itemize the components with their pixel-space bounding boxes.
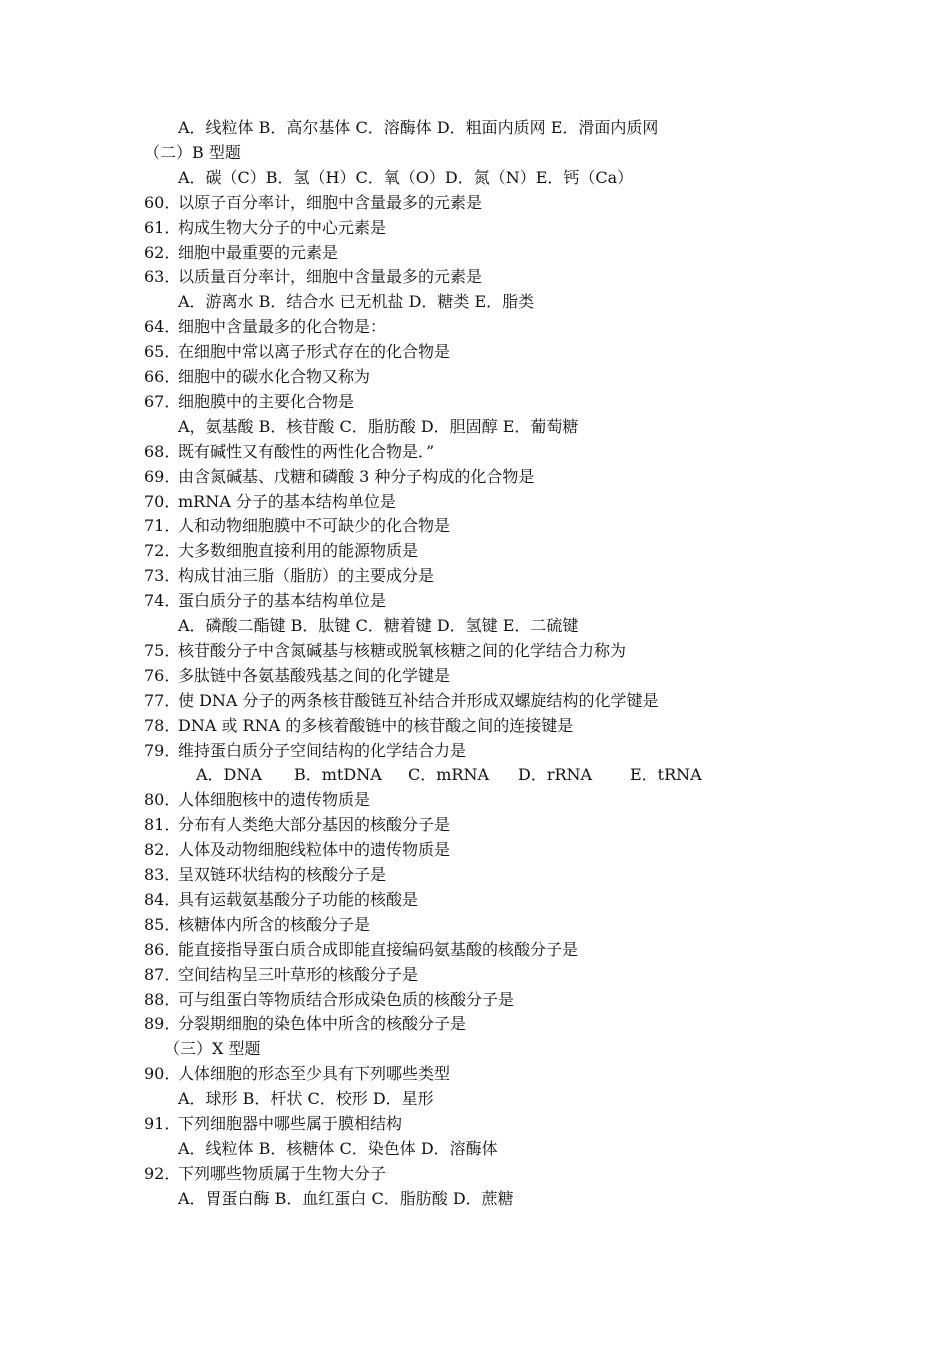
question-number: 90． bbox=[144, 1064, 181, 1084]
question-line bbox=[144, 1064, 450, 1084]
question-number: 66． bbox=[144, 367, 181, 386]
answer-options-line: A．线粒体 B．核糖体 C．染色体 D．溶酶体 bbox=[178, 1138, 498, 1158]
section-heading: （二）B 型题 bbox=[144, 142, 241, 162]
question-line bbox=[144, 840, 450, 860]
question-text: 构成生物大分子的中心元素是 bbox=[178, 217, 387, 237]
question-number: 84． bbox=[144, 889, 181, 909]
question-number: 75． bbox=[144, 640, 181, 660]
question-number: 67． bbox=[144, 391, 181, 411]
answer-options-line: A．线粒体 B．高尔基体 C．溶酶体 D．粗面内质网 E．滑面内质网 bbox=[178, 118, 659, 137]
question-line bbox=[144, 267, 482, 287]
question-number: 80． bbox=[144, 790, 181, 810]
question-line bbox=[144, 815, 450, 835]
question-text: 以原子百分率计，细胞中含量最多的元素是 bbox=[178, 192, 483, 212]
question-line bbox=[144, 691, 659, 711]
question-text: 分布有人类绝大部分基因的核酸分子是 bbox=[178, 815, 451, 835]
question-number: 86． bbox=[144, 939, 181, 959]
question-number: 82． bbox=[144, 840, 181, 860]
question-number: 68． bbox=[144, 441, 181, 461]
question-line bbox=[144, 1114, 402, 1134]
question-text: 蛋白质分子的基本结构单位是 bbox=[178, 591, 387, 611]
answer-options-line: A．球形 B．杆状 C．校形 D．星形 bbox=[178, 1089, 434, 1109]
question-line bbox=[144, 990, 514, 1010]
question-number: 79． bbox=[144, 740, 181, 760]
question-number: 60． bbox=[144, 192, 181, 212]
question-line bbox=[144, 193, 482, 213]
answer-options-line: A．碳（C）B．氢（H）C．氧（O）D．氮（N）E．钙（Ca） bbox=[178, 167, 634, 187]
question-line bbox=[144, 392, 354, 412]
question-number: 92． bbox=[144, 1163, 181, 1183]
question-text: 既有碱性又有酸性的两性化合物是．” bbox=[178, 441, 435, 461]
question-number: 91． bbox=[144, 1114, 181, 1133]
question-line bbox=[144, 1164, 386, 1184]
question-text: 人体细胞核中的遗传物质是 bbox=[178, 790, 371, 810]
question-number: 87． bbox=[144, 964, 181, 984]
answer-option: B．mtDNA bbox=[294, 765, 382, 785]
question-number: 65． bbox=[144, 342, 181, 362]
question-text: 人和动物细胞膜中不可缺少的化合物是 bbox=[178, 516, 451, 536]
question-text: 细胞膜中的主要化合物是 bbox=[178, 391, 355, 411]
question-text: 细胞中最重要的元素是 bbox=[178, 242, 339, 262]
question-number: 62． bbox=[144, 242, 181, 262]
answer-options-line: A，氨基酸 B．核苷酸 C．脂肪酸 D．胆固醇 E．葡萄糖 bbox=[178, 416, 579, 436]
question-number: 69． bbox=[144, 466, 181, 486]
question-text: 细胞中的碳水化合物又称为 bbox=[178, 367, 371, 386]
question-line bbox=[144, 666, 450, 686]
question-line bbox=[144, 342, 450, 362]
question-text: mRNA 分子的基本结构单位是 bbox=[178, 491, 396, 511]
question-text: 人体细胞的形态至少具有下列哪些类型 bbox=[178, 1064, 451, 1084]
question-line bbox=[144, 566, 434, 586]
question-line bbox=[144, 218, 386, 238]
question-text: 下列哪些物质属于生物大分子 bbox=[178, 1163, 387, 1183]
question-number: 73． bbox=[144, 566, 181, 586]
question-text: 核糖体内所含的核酸分子是 bbox=[178, 914, 371, 934]
question-number: 88． bbox=[144, 989, 181, 1009]
question-text: 由含氮碱基、戊糖和磷酸 3 种分子构成的化合物是 bbox=[178, 466, 535, 486]
question-line bbox=[144, 890, 418, 910]
question-line bbox=[144, 492, 396, 512]
question-line bbox=[144, 716, 573, 736]
answer-option: C．mRNA bbox=[408, 765, 490, 785]
question-number: 78． bbox=[144, 715, 181, 735]
question-number: 76． bbox=[144, 665, 181, 685]
question-line bbox=[144, 591, 386, 611]
question-number: 72． bbox=[144, 541, 181, 561]
question-number: 81． bbox=[144, 815, 181, 835]
question-number: 85． bbox=[144, 914, 181, 934]
question-number: 83． bbox=[144, 865, 181, 884]
answer-option: A．DNA bbox=[196, 765, 262, 785]
question-line bbox=[144, 865, 386, 885]
question-line bbox=[144, 940, 578, 960]
question-number: 71． bbox=[144, 516, 181, 536]
question-text: 大多数细胞直接利用的能源物质是 bbox=[178, 541, 419, 561]
answer-options-line: A．游离水 B．结合水 已无机盐 D．糖类 E．脂类 bbox=[178, 292, 535, 312]
question-line bbox=[144, 741, 466, 761]
section-heading: （三）X 型题 bbox=[164, 1039, 261, 1059]
question-text: 人体及动物细胞线粒体中的遗传物质是 bbox=[178, 840, 451, 860]
question-line bbox=[144, 641, 626, 661]
question-line bbox=[144, 243, 338, 263]
question-text: 呈双链环状结构的核酸分子是 bbox=[178, 865, 387, 884]
question-text: 可与组蛋白等物质结合形成染色质的核酸分子是 bbox=[178, 989, 515, 1009]
question-text: 细胞中含量最多的化合物是： bbox=[178, 317, 387, 337]
question-number: 77． bbox=[144, 690, 181, 710]
question-text: 维持蛋白质分子空间结构的化学结合力是 bbox=[178, 740, 467, 760]
question-line bbox=[144, 467, 534, 487]
question-line bbox=[144, 790, 370, 810]
question-text: 使 DNA 分子的两条核苷酸链互补结合并形成双螺旋结构的化学键是 bbox=[178, 690, 659, 710]
question-text: 能直接指导蛋白质合成即能直接编码氨基酸的核酸分子是 bbox=[178, 939, 579, 959]
question-line bbox=[144, 367, 370, 387]
question-line bbox=[144, 317, 386, 337]
question-number: 89． bbox=[144, 1014, 181, 1034]
question-text: 多肽链中各氨基酸残基之间的化学键是 bbox=[178, 665, 451, 685]
question-text: 空间结构呈三叶草形的核酸分子是 bbox=[178, 964, 419, 984]
question-number: 74． bbox=[144, 591, 181, 611]
question-line bbox=[144, 541, 418, 561]
answer-option: E．tRNA bbox=[630, 765, 702, 785]
question-line bbox=[144, 915, 370, 935]
question-line bbox=[144, 516, 450, 536]
question-number: 64． bbox=[144, 317, 181, 337]
question-line bbox=[144, 442, 434, 462]
question-text: 下列细胞器中哪些属于膜相结构 bbox=[178, 1114, 403, 1133]
question-line bbox=[144, 1014, 466, 1034]
answer-option: D．rRNA bbox=[518, 765, 593, 785]
question-text: 构成甘油三脂（脂肪）的主要成分是 bbox=[178, 566, 435, 586]
question-text: 核苷酸分子中含氮碱基与核糖或脱氧核糖之间的化学结合力称为 bbox=[178, 640, 627, 660]
answer-options-line: A．胃蛋白酶 B．血红蛋白 C．脂肪酸 D．蔗糖 bbox=[178, 1188, 514, 1208]
question-number: 63． bbox=[144, 267, 181, 287]
answer-options-line: A．磷酸二酯键 B．肽键 C．糖着键 D．氢键 E．二硫键 bbox=[178, 616, 579, 635]
question-text: 在细胞中常以离子形式存在的化合物是 bbox=[178, 342, 451, 362]
question-text: DNA 或 RNA 的多核着酸链中的核苷酸之间的连接键是 bbox=[178, 715, 574, 735]
question-text: 分裂期细胞的染色体中所含的核酸分子是 bbox=[178, 1014, 467, 1034]
question-number: 70． bbox=[144, 491, 181, 511]
question-number: 61． bbox=[144, 217, 181, 237]
question-text: 具有运载氨基酸分子功能的核酸是 bbox=[178, 889, 419, 909]
question-text: 以质量百分率计，细胞中含量最多的元素是 bbox=[178, 267, 483, 287]
question-line bbox=[144, 965, 418, 985]
